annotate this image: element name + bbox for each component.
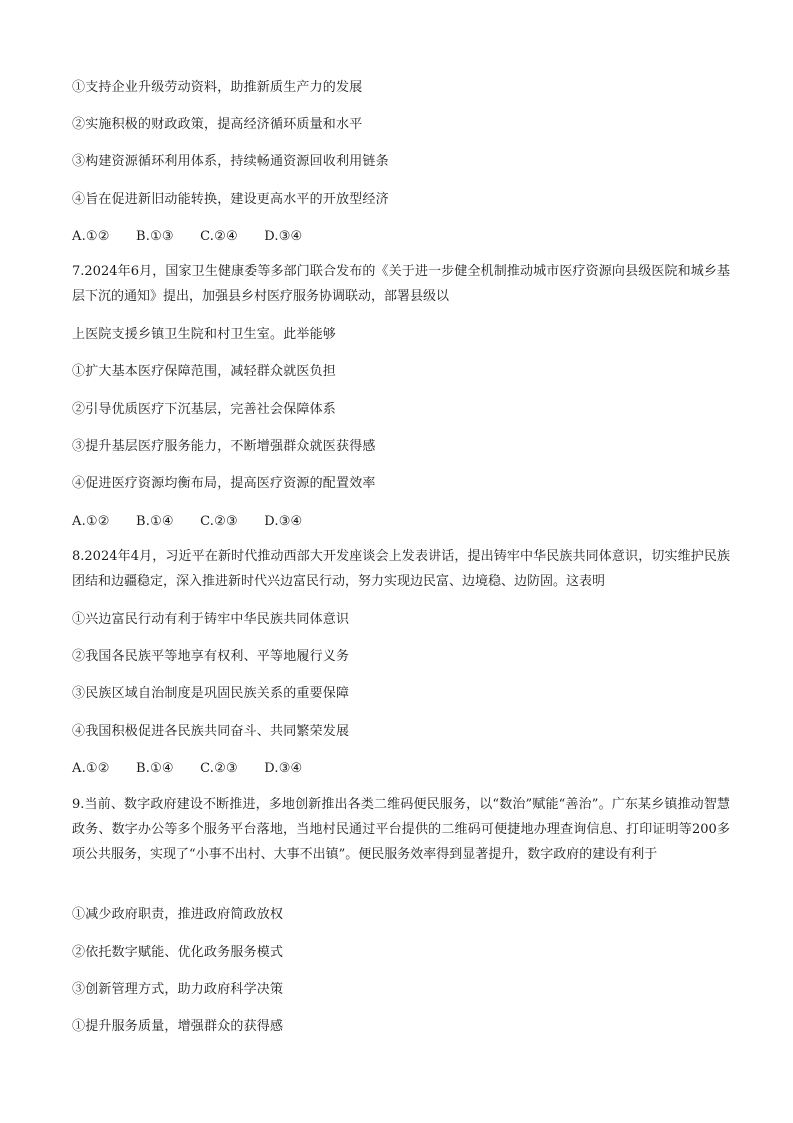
q9-stem: 9.当前、数字政府建设不断推进，多地创新推出各类二维码便民服务，以“数治”赋能“善治”。广东某乡镇推动智慧政务、数字办公等多个服务平台落地，当地村民通过平台提供的二维码可便捷地办理查询信息、打印证明等200多项公共服务，实现了“小事不出村、大事不出镇”。便民服务效率得到显著提升，数字政府的建设有利于 [72, 797, 730, 862]
q9-option-2: ②依托数字赋能、优化政务服务模式 [72, 945, 284, 960]
q8-option-1: ①兴边富民行动有利于铸牢中华民族共同体意识 [72, 612, 350, 627]
q7-choice-a: A.①② [72, 514, 110, 529]
q7-option-4: ④促进医疗资源均衡布局，提高医疗资源的配置效率 [72, 476, 376, 491]
q6-choice-b: B.①③ [135, 229, 174, 244]
q7-option-1: ①扩大基本医疗保障范围，减轻群众就医负担 [72, 364, 337, 379]
q9-option-4: ①提升服务质量，增强群众的获得感 [72, 1019, 284, 1034]
q8-choice-a: A.①② [72, 761, 110, 776]
q7-option-3: ③提升基层医疗服务能力，不断增强群众就医获得感 [72, 439, 376, 454]
q6-choice-a: A.①② [72, 229, 110, 244]
q9-option-1: ①减少政府职责，推进政府简政放权 [72, 907, 284, 922]
q6-choices [72, 229, 324, 245]
q8-choice-b: B.①④ [135, 761, 174, 776]
q8-stem: 8.2024年4月，习近平在新时代推动西部大开发座谈会上发表讲话，提出铸牢中华民族共同体意识，切实维护民族团结和边疆稳定，深入推进新时代兴边富民行动，努力实现边民富、边境稳、边防固。这表明 [72, 549, 730, 589]
q6-option-2: ②实施积极的财政政策，提高经济循环质量和水平 [72, 117, 363, 132]
q7-stem: 7.2024年6月，国家卫生健康委等多部门联合发布的《关于进一步健全机制推动城市医疗资源向县级医院和城乡基层下沉的通知》提出，加强县乡村医疗服务协调联动，部署县级以 [72, 264, 730, 304]
q8-choices [72, 761, 324, 777]
q8-option-3: ③民族区域自治制度是巩固民族关系的重要保障 [72, 686, 350, 701]
q8-choice-c: C.②③ [200, 761, 238, 776]
q7-choice-c: C.②③ [200, 514, 238, 529]
q6-choice-d: D.③④ [264, 229, 303, 244]
q6-option-3: ③构建资源循环利用体系，持续畅通资源回收利用链条 [72, 154, 389, 169]
q8-option-4: ④我国积极促进各民族共同奋斗、共同繁荣发展 [72, 724, 350, 739]
q7-choice-b: B.①④ [135, 514, 174, 529]
q7-option-2: ②引导优质医疗下沉基层，完善社会保障体系 [72, 402, 337, 417]
q7-stem-continued: 上医院支援乡镇卫生院和村卫生室。此举能够 [72, 327, 337, 342]
q9-option-3: ③创新管理方式，助力政府科学决策 [72, 982, 284, 997]
q8-option-2: ②我国各民族平等地享有权利、平等地履行义务 [72, 649, 350, 664]
q6-option-1: ①支持企业升级劳动资料，助推新质生产力的发展 [72, 80, 363, 95]
q6-option-4: ④旨在促进新旧动能转换，建设更高水平的开放型经济 [72, 192, 389, 207]
q7-choices [72, 514, 324, 530]
q7-choice-d: D.③④ [264, 514, 303, 529]
q8-choice-d: D.③④ [264, 761, 303, 776]
q6-choice-c: C.②④ [200, 229, 238, 244]
